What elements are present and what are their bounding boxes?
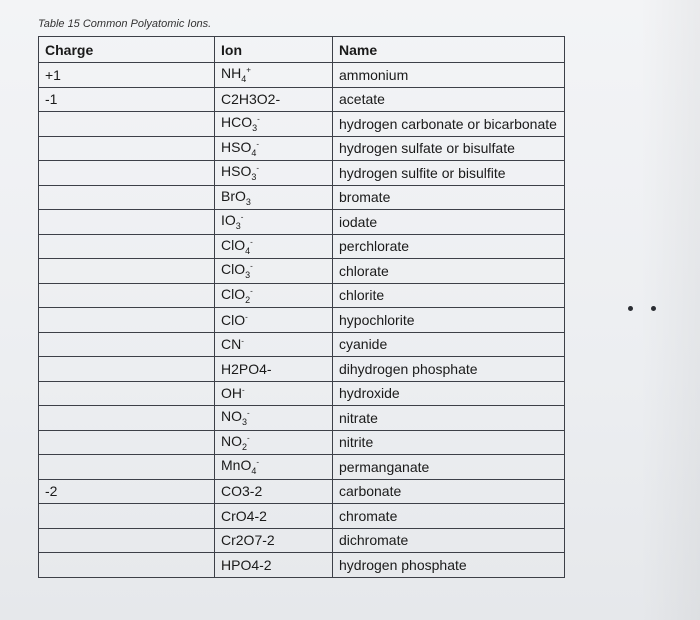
ion-formula: MnO bbox=[221, 457, 252, 474]
name-cell: perchlorate bbox=[333, 234, 565, 259]
ion-cell bbox=[215, 479, 333, 504]
charge-cell bbox=[39, 136, 215, 161]
ion-charge-superscript: - bbox=[247, 408, 250, 418]
ion-cell bbox=[215, 234, 333, 259]
ion-cell bbox=[215, 87, 333, 112]
ion-charge-superscript: - bbox=[250, 286, 253, 296]
ion-formula: HCO bbox=[221, 114, 253, 131]
table-row bbox=[39, 112, 565, 137]
ion-formula: CO3-2 bbox=[221, 483, 263, 500]
name-cell: permanganate bbox=[333, 455, 565, 480]
ion-subscript: 3 bbox=[251, 172, 257, 183]
ion-header: Ion bbox=[215, 37, 333, 63]
name-cell: hydrogen sulfite or bisulfite bbox=[333, 161, 565, 186]
ion-subscript: 4 bbox=[251, 466, 257, 477]
name-cell: chlorate bbox=[333, 259, 565, 284]
table-row bbox=[39, 479, 565, 504]
ion-cell bbox=[215, 357, 333, 382]
name-cell: hydrogen carbonate or bicarbonate bbox=[333, 112, 565, 137]
table-row bbox=[39, 357, 565, 382]
stray-dot bbox=[651, 306, 656, 311]
ion-cell bbox=[215, 63, 333, 88]
ion-cell bbox=[215, 406, 333, 431]
name-cell: hydrogen phosphate bbox=[333, 553, 565, 578]
ion-formula: H2PO4- bbox=[221, 360, 272, 377]
ion-charge-superscript: - bbox=[256, 457, 260, 467]
header-row bbox=[39, 37, 565, 63]
stray-dot bbox=[628, 306, 633, 311]
table-body bbox=[39, 63, 565, 578]
charge-cell: -1 bbox=[39, 87, 215, 112]
ion-formula: HPO4-2 bbox=[221, 556, 272, 573]
table-row bbox=[39, 161, 565, 186]
ion-cell bbox=[215, 504, 333, 529]
ion-subscript: 3 bbox=[245, 270, 251, 281]
ion-formula: CrO4-2 bbox=[221, 507, 267, 524]
table-row bbox=[39, 308, 565, 333]
name-cell: dihydrogen phosphate bbox=[333, 357, 565, 382]
table-row bbox=[39, 406, 565, 431]
table-row bbox=[39, 185, 565, 210]
ion-cell bbox=[215, 112, 333, 137]
ion-cell bbox=[215, 259, 333, 284]
charge-cell bbox=[39, 112, 215, 137]
table-row bbox=[39, 430, 565, 455]
ion-charge-superscript: - bbox=[250, 261, 253, 271]
ion-charge-superscript: - bbox=[240, 212, 244, 222]
charge-cell bbox=[39, 283, 215, 308]
ion-charge-superscript: - bbox=[247, 433, 250, 443]
charge-header: Charge bbox=[39, 37, 215, 63]
ion-subscript: 2 bbox=[245, 294, 251, 305]
name-cell: hypochlorite bbox=[333, 308, 565, 333]
ion-subscript: 3 bbox=[245, 196, 251, 207]
table-row bbox=[39, 381, 565, 406]
charge-cell bbox=[39, 553, 215, 578]
ion-formula: ClO bbox=[221, 285, 246, 302]
ion-formula: BrO bbox=[221, 187, 246, 204]
ion-formula: IO bbox=[221, 212, 236, 229]
table-row bbox=[39, 136, 565, 161]
ion-charge-superscript: - bbox=[256, 163, 260, 173]
ion-formula: NO bbox=[221, 432, 242, 449]
ion-cell bbox=[215, 185, 333, 210]
table-caption: Table 15 Common Polyatomic Ions. bbox=[38, 18, 212, 30]
ion-cell bbox=[215, 332, 333, 357]
charge-cell: -2 bbox=[39, 479, 215, 504]
ion-charge-superscript: - bbox=[250, 237, 253, 247]
charge-cell bbox=[39, 430, 215, 455]
table-row bbox=[39, 455, 565, 480]
name-cell: ammonium bbox=[333, 63, 565, 88]
name-cell: bromate bbox=[333, 185, 565, 210]
ion-cell bbox=[215, 528, 333, 553]
charge-cell bbox=[39, 381, 215, 406]
ion-charge-superscript: - bbox=[242, 385, 245, 395]
ion-formula: ClO bbox=[221, 261, 246, 278]
name-header: Name bbox=[333, 37, 565, 63]
table-row bbox=[39, 504, 565, 529]
table-row bbox=[39, 87, 565, 112]
charge-cell bbox=[39, 504, 215, 529]
name-cell: cyanide bbox=[333, 332, 565, 357]
ion-subscript: 3 bbox=[252, 123, 258, 134]
ion-cell bbox=[215, 210, 333, 235]
ion-charge-superscript: - bbox=[241, 336, 244, 346]
table-row bbox=[39, 63, 565, 88]
charge-cell bbox=[39, 357, 215, 382]
ion-formula: ClO bbox=[221, 236, 246, 253]
charge-cell bbox=[39, 234, 215, 259]
ion-subscript: 3 bbox=[235, 221, 241, 232]
ion-cell bbox=[215, 308, 333, 333]
ion-cell bbox=[215, 283, 333, 308]
ion-subscript: 4 bbox=[245, 245, 251, 256]
table-row bbox=[39, 210, 565, 235]
name-cell: chlorite bbox=[333, 283, 565, 308]
ion-subscript: 4 bbox=[251, 147, 257, 158]
ion-charge-superscript: + bbox=[246, 65, 251, 75]
charge-cell bbox=[39, 455, 215, 480]
table-row bbox=[39, 332, 565, 357]
page-shadow bbox=[640, 0, 700, 620]
charge-cell bbox=[39, 185, 215, 210]
ion-cell bbox=[215, 161, 333, 186]
ion-subscript: 3 bbox=[242, 417, 248, 428]
table-row bbox=[39, 283, 565, 308]
ion-formula: Cr2O7-2 bbox=[221, 532, 275, 549]
ion-formula: HSO bbox=[221, 163, 252, 180]
name-cell: acetate bbox=[333, 87, 565, 112]
charge-cell bbox=[39, 210, 215, 235]
ion-cell bbox=[215, 553, 333, 578]
name-cell: carbonate bbox=[333, 479, 565, 504]
ion-formula: ClO bbox=[221, 311, 246, 328]
table-row bbox=[39, 259, 565, 284]
ion-cell bbox=[215, 381, 333, 406]
ion-charge-superscript: - bbox=[245, 312, 248, 322]
name-cell: hydroxide bbox=[333, 381, 565, 406]
ion-formula: HSO bbox=[221, 138, 252, 155]
charge-cell bbox=[39, 308, 215, 333]
ion-formula: CN bbox=[221, 336, 242, 353]
charge-cell bbox=[39, 332, 215, 357]
ion-formula: OH bbox=[221, 385, 242, 402]
charge-cell bbox=[39, 406, 215, 431]
ion-cell bbox=[215, 455, 333, 480]
ion-formula: NO bbox=[221, 408, 242, 425]
name-cell: chromate bbox=[333, 504, 565, 529]
ion-charge-superscript: - bbox=[257, 114, 260, 124]
name-cell: hydrogen sulfate or bisulfate bbox=[333, 136, 565, 161]
table-row bbox=[39, 528, 565, 553]
name-cell: nitrite bbox=[333, 430, 565, 455]
polyatomic-ions-table bbox=[38, 36, 565, 578]
charge-cell bbox=[39, 528, 215, 553]
ion-subscript: 4 bbox=[241, 74, 247, 85]
ion-formula: NH bbox=[221, 65, 242, 82]
name-cell: nitrate bbox=[333, 406, 565, 431]
name-cell: dichromate bbox=[333, 528, 565, 553]
name-cell: iodate bbox=[333, 210, 565, 235]
table-row bbox=[39, 234, 565, 259]
charge-cell bbox=[39, 259, 215, 284]
charge-cell bbox=[39, 161, 215, 186]
table-row bbox=[39, 553, 565, 578]
ion-cell bbox=[215, 430, 333, 455]
ion-charge-superscript: - bbox=[256, 139, 260, 149]
charge-cell: +1 bbox=[39, 63, 215, 88]
ion-formula: C2H3O2- bbox=[221, 91, 281, 108]
ion-cell bbox=[215, 136, 333, 161]
ion-subscript: 2 bbox=[242, 441, 248, 452]
